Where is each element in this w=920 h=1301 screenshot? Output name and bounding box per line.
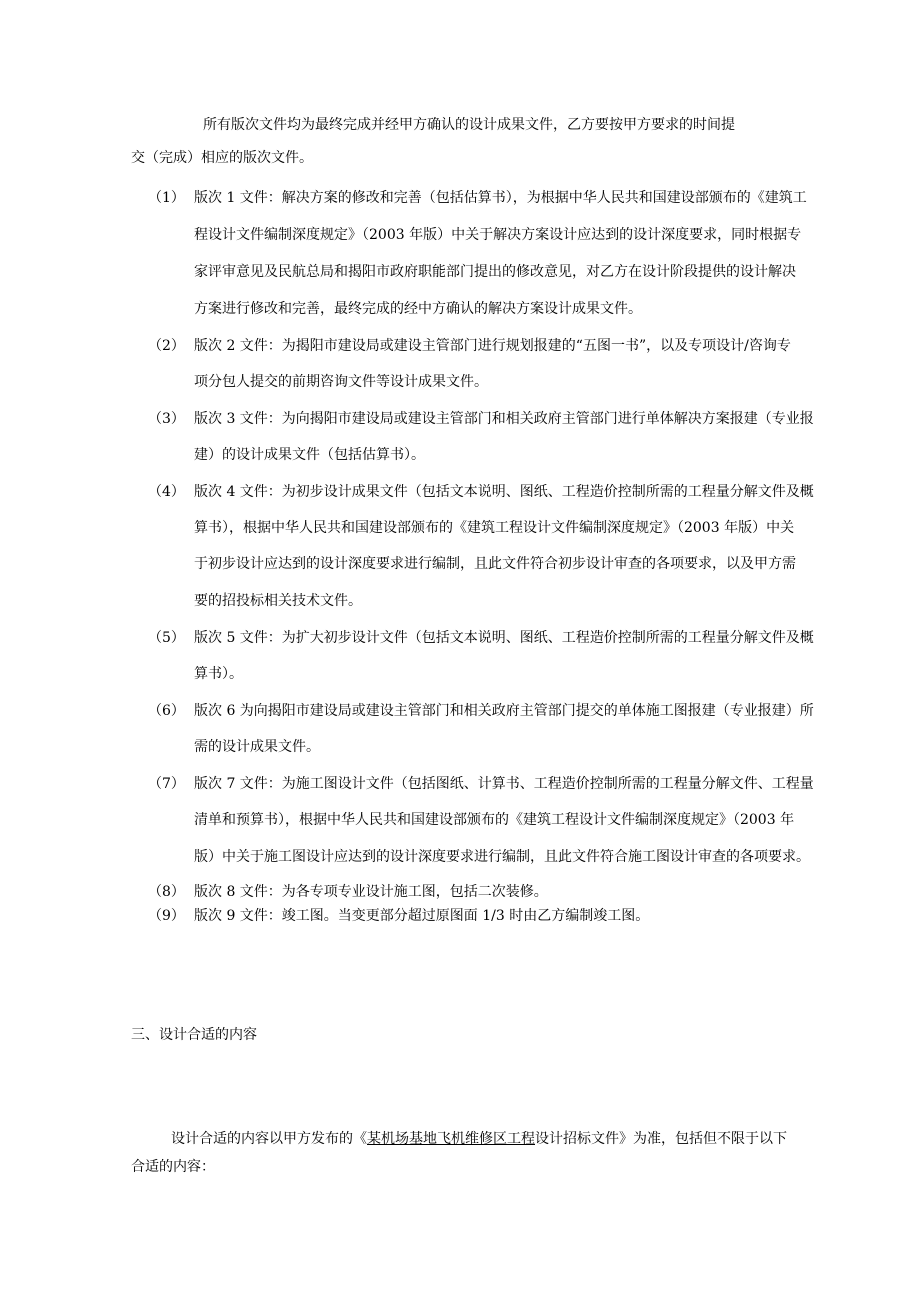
item-4-number: （4） [148,484,185,500]
item-1-line-4: 方案进行修改和完善，最终完成的经中方确认的解决方案设计成果文件。 [194,301,642,317]
intro-line-1: 所有版次文件均为最终完成并经甲方确认的设计成果文件，乙方要按甲方要求的时间提 [203,117,735,133]
item-7-number: （7） [148,776,185,792]
item-6-number: （6） [148,703,185,719]
item-5-line-1: 版次 5 文件：为扩大初步设计文件（包括文本说明、图纸、工程造价控制所需的工程量分解文件及概 [194,630,814,646]
project-name-link[interactable]: 某机场基地飞机维修区工程 [367,1131,535,1147]
item-2-line-2: 项分包人提交的前期咨询文件等设计成果文件。 [194,374,488,390]
item-4-line-1: 版次 4 文件：为初步设计成果文件（包括文本说明、图纸、工程造价控制所需的工程量分解文件及概 [194,484,814,500]
item-7-line-1: 版次 7 文件：为施工图设计文件（包括图纸、计算书、工程造价控制所需的工程量分解文件、工程量 [194,776,814,792]
item-4-line-4: 要的招投标相关技术文件。 [194,593,362,609]
item-2-line-1: 版次 2 文件：为揭阳市建设局或建设主管部门进行规划报建的“五图一书”，以及专项设计/咨询专 [194,338,791,354]
item-3-number: （3） [148,411,185,427]
item-5-line-2: 算书）。 [194,666,243,682]
item-7-line-3: 版）中关于施工图设计应达到的设计深度要求进行编制，且此文件符合施工图设计审查的各项要求。 [194,849,810,865]
item-6-line-2: 需的设计成果文件。 [194,739,320,755]
item-2-number: （2） [148,338,185,354]
item-1-line-1: 版次 1 文件：解决方案的修改和完善（包括估算书），为根据中华人民共和国建设部颁布的《建筑工 [194,190,807,206]
item-5-number: （5） [148,630,185,646]
item-9-line-1: 版次 9 文件：竣工图。当变更部分超过原图面 1/3 时由乙方编制竣工图。 [194,908,650,924]
section-3-text-after: 设计招标文件》为准，包括但不限于以下 [535,1131,787,1147]
item-8-line-1: 版次 8 文件：为各专项专业设计施工图，包括二次装修。 [194,884,548,900]
item-9-number: （9） [148,908,185,924]
item-4-line-3: 于初步设计应达到的设计深度要求进行编制，且此文件符合初步设计审查的各项要求，以及甲方需 [194,556,796,572]
item-4-line-2: 算书），根据中华人民共和国建设部颁布的《建筑工程设计文件编制深度规定》（2003 年版）中关 [194,520,795,536]
item-7-line-2: 清单和预算书），根据中华人民共和国建设部颁布的《建筑工程设计文件编制深度规定》（2003 年 [194,812,795,828]
item-3-line-2: 建）的设计成果文件（包括估算书）。 [194,447,425,463]
section-3-paragraph-line-2: 合适的内容： [131,1159,215,1175]
item-1-number: （1） [148,190,185,206]
section-3-text-before: 设计合适的内容以甲方发布的《 [171,1131,367,1147]
section-3-heading: 三、设计合适的内容 [131,1027,257,1043]
item-1-line-2: 程设计文件编制深度规定》（2003 年版）中关于解决方案设计应达到的设计深度要求，同时根据专 [194,227,802,243]
item-1-line-3: 家评审意见及民航总局和揭阳市政府职能部门提出的修改意见，对乙方在设计阶段提供的设计解决 [194,264,796,280]
item-6-line-1: 版次 6 为向揭阳市建设局或建设主管部门和相关政府主管部门提交的单体施工图报建（专业报建）所 [194,703,814,719]
intro-line-2: 交（完成）相应的版次文件。 [131,150,313,166]
section-3-paragraph-line-1 [171,1129,787,1149]
item-8-number: （8） [148,884,185,900]
item-3-line-1: 版次 3 文件：为向揭阳市建设局或建设主管部门和相关政府主管部门进行单体解决方案报建（专业报 [194,411,814,427]
